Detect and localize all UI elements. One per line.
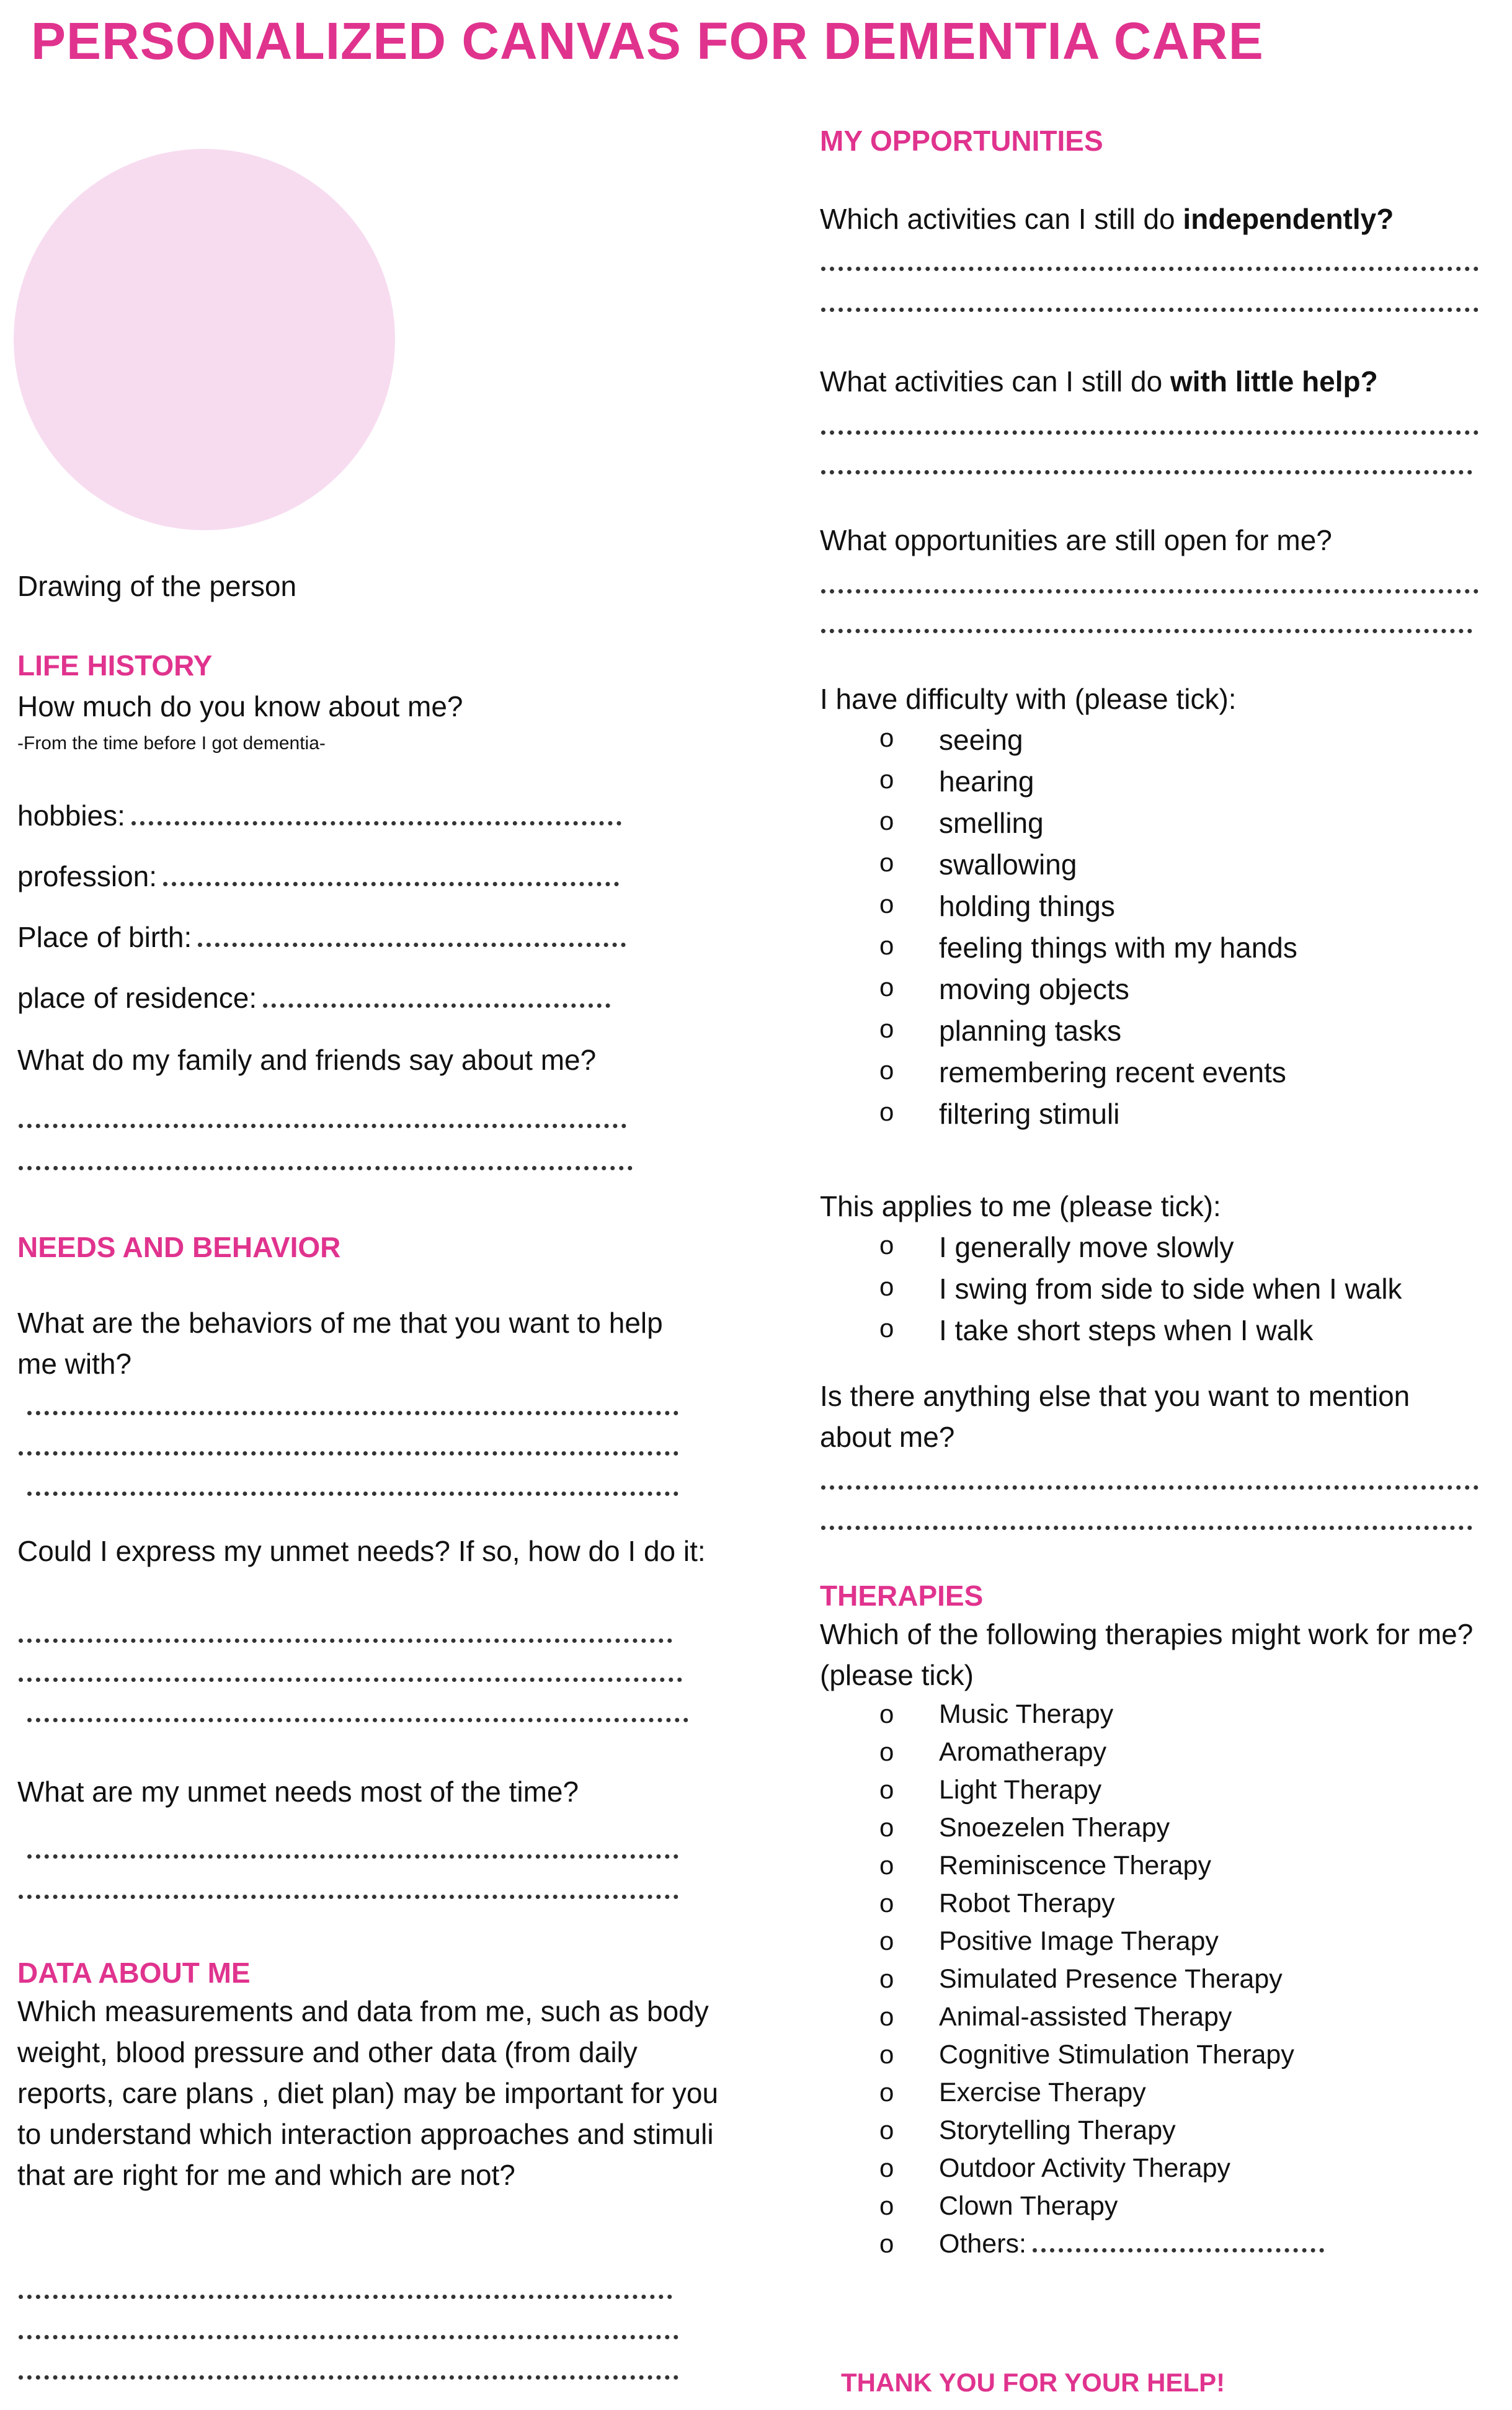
- field-place-of-residence: [17, 981, 610, 1015]
- therapies-heading: THERAPIES: [820, 1580, 984, 1612]
- needs-question-2: Could I express my unmet needs? If so, how do I do it:: [17, 1535, 706, 1567]
- difficulty-item-hearing[interactable]: [879, 765, 1297, 806]
- opportunities-answer-line[interactable]: [821, 267, 1479, 271]
- field-label: Place of birth:: [17, 921, 192, 953]
- tick-circle-icon[interactable]: o: [879, 723, 894, 752]
- tick-circle-icon[interactable]: o: [879, 1097, 894, 1126]
- tick-circle-icon[interactable]: o: [879, 806, 894, 835]
- applies-item-move-slowly[interactable]: [879, 1230, 1402, 1272]
- therapy-item[interactable]: [879, 1775, 1324, 1813]
- tick-circle-icon[interactable]: o: [879, 1014, 894, 1043]
- unmet-needs-time-line[interactable]: [27, 1854, 678, 1859]
- tick-circle-icon[interactable]: o: [879, 1699, 894, 1728]
- difficulty-item-swallowing[interactable]: [879, 848, 1297, 889]
- applies-item-label: I generally move slowly: [939, 1231, 1234, 1263]
- difficulty-item-label: seeing: [939, 724, 1023, 756]
- needs-answer-line[interactable]: [27, 1411, 678, 1415]
- applies-item-short-steps[interactable]: [879, 1314, 1402, 1355]
- data-about-me-paragraph: Which measurements and data from me, such as body weight, blood pressure and other data (from daily reports, care plans , diet plan) may be important for you to understand which interaction approaches and stimuli that are right for me and which are not?: [17, 1995, 719, 2191]
- place-of-birth-input-line[interactable]: [198, 943, 626, 947]
- data-answer-line[interactable]: [19, 2295, 672, 2299]
- difficulty-item-holding-things[interactable]: [879, 889, 1297, 931]
- therapy-label: Storytelling Therapy: [939, 2115, 1176, 2145]
- needs-question-1: What are the behaviors of me that you want to help me with?: [17, 1307, 663, 1380]
- therapy-label: Exercise Therapy: [939, 2078, 1146, 2107]
- therapy-item[interactable]: [879, 1964, 1324, 2002]
- data-about-me-heading: DATA ABOUT ME: [17, 1957, 251, 1989]
- therapy-label: Outdoor Activity Therapy: [939, 2153, 1231, 2183]
- q1-bold-text: independently?: [1183, 203, 1394, 235]
- therapy-label: Music Therapy: [939, 1699, 1114, 1729]
- difficulty-item-filtering-stimuli[interactable]: [879, 1097, 1297, 1139]
- tick-circle-icon[interactable]: o: [879, 1314, 894, 1343]
- unmet-needs-answer-line[interactable]: [19, 1678, 682, 1682]
- difficulty-item-label: smelling: [939, 807, 1044, 839]
- page-title: PERSONALIZED CANVAS FOR DEMENTIA CARE: [31, 12, 1264, 70]
- tick-circle-icon[interactable]: o: [879, 2002, 894, 2031]
- difficulty-item-smelling[interactable]: [879, 806, 1297, 848]
- others-input-line[interactable]: [1033, 2248, 1324, 2252]
- tick-circle-icon[interactable]: o: [879, 2153, 894, 2182]
- therapy-label: Animal-assisted Therapy: [939, 2002, 1232, 2032]
- tick-circle-icon[interactable]: o: [879, 2115, 894, 2145]
- applies-item-label: I take short steps when I walk: [939, 1314, 1314, 1346]
- difficulty-item-label: feeling things with my hands: [939, 932, 1297, 964]
- difficulty-item-seeing[interactable]: [879, 723, 1297, 765]
- opportunities-heading: MY OPPORTUNITIES: [820, 125, 1103, 157]
- profession-input-line[interactable]: [163, 882, 619, 886]
- difficulty-item-label: holding things: [939, 890, 1115, 922]
- tick-circle-icon[interactable]: o: [879, 1056, 894, 1085]
- therapy-item[interactable]: [879, 2078, 1324, 2115]
- applies-label: This applies to me (please tick):: [820, 1190, 1221, 1222]
- difficulty-item-remembering[interactable]: [879, 1056, 1297, 1097]
- hobbies-input-line[interactable]: [131, 821, 621, 825]
- person-drawing-area[interactable]: [14, 149, 395, 530]
- therapies-question: Which of the following therapies might work for me? (please tick): [820, 1618, 1474, 1691]
- therapy-item[interactable]: [879, 1813, 1324, 1851]
- tick-circle-icon[interactable]: o: [879, 1964, 894, 1993]
- help-answer-line[interactable]: [821, 430, 1479, 435]
- therapy-label: Snoezelen Therapy: [939, 1813, 1170, 1843]
- therapy-item[interactable]: [879, 2040, 1324, 2078]
- therapy-item[interactable]: [879, 2115, 1324, 2153]
- tick-circle-icon[interactable]: o: [879, 765, 894, 794]
- therapy-label: Robot Therapy: [939, 1888, 1115, 1918]
- tick-circle-icon[interactable]: o: [879, 1230, 894, 1260]
- therapy-item[interactable]: [879, 2191, 1324, 2229]
- field-place-of-birth: [17, 920, 626, 954]
- q2-plain-text: What activities can I still do: [820, 365, 1170, 398]
- therapy-label: Light Therapy: [939, 1775, 1102, 1805]
- therapy-label: Simulated Presence Therapy: [939, 1964, 1283, 1994]
- therapy-item[interactable]: [879, 2002, 1324, 2040]
- tick-circle-icon[interactable]: o: [879, 1888, 894, 1918]
- open-opportunities-line[interactable]: [821, 629, 1472, 633]
- therapy-label: Cognitive Stimulation Therapy: [939, 2040, 1294, 2070]
- therapy-label: Reminiscence Therapy: [939, 1851, 1211, 1880]
- difficulty-item-label: planning tasks: [939, 1015, 1122, 1047]
- family-answer-line[interactable]: [19, 1124, 626, 1128]
- anything-else-line[interactable]: [821, 1485, 1479, 1490]
- field-label: profession:: [17, 860, 158, 892]
- therapy-label: Others:: [939, 2229, 1026, 2259]
- anything-else-line[interactable]: [821, 1526, 1472, 1530]
- therapy-item[interactable]: [879, 1851, 1324, 1888]
- opportunities-question-3: What opportunities are still open for me?: [820, 524, 1332, 556]
- family-answer-line[interactable]: [19, 1166, 633, 1170]
- difficulty-item-feeling-things[interactable]: [879, 931, 1297, 972]
- field-profession: [17, 860, 619, 893]
- life-history-question: How much do you know about me?: [17, 690, 463, 723]
- tick-circle-icon[interactable]: o: [879, 1737, 894, 1766]
- unmet-needs-answer-line[interactable]: [27, 1718, 688, 1722]
- tick-circle-icon[interactable]: o: [879, 848, 894, 877]
- needs-answer-line[interactable]: [19, 1451, 678, 1456]
- tick-circle-icon[interactable]: o: [879, 972, 894, 1002]
- drawing-label: Drawing of the person: [17, 570, 297, 602]
- therapy-item[interactable]: [879, 2153, 1324, 2191]
- difficulty-item-label: hearing: [939, 765, 1034, 798]
- thank-you-text: THANK YOU FOR YOUR HELP!: [841, 2368, 1225, 2397]
- opportunities-answer-line[interactable]: [821, 308, 1479, 312]
- therapy-item[interactable]: [879, 1737, 1324, 1775]
- field-hobbies: [17, 799, 621, 832]
- anything-else-question: Is there anything else that you want to mention about me?: [820, 1380, 1410, 1453]
- difficulty-list: [879, 723, 1297, 1139]
- life-history-note: -From the time before I got dementia-: [17, 733, 326, 754]
- applies-item-label: I swing from side to side when I walk: [939, 1273, 1402, 1305]
- tick-circle-icon[interactable]: o: [879, 931, 894, 960]
- q2-bold-text: with little help?: [1170, 365, 1378, 398]
- tick-circle-icon[interactable]: o: [879, 1813, 894, 1842]
- unmet-needs-answer-line[interactable]: [19, 1639, 672, 1643]
- tick-circle-icon[interactable]: o: [879, 2040, 894, 2069]
- tick-circle-icon[interactable]: o: [879, 1926, 894, 1955]
- difficulty-item-label: swallowing: [939, 848, 1077, 881]
- therapy-item[interactable]: [879, 1699, 1324, 1737]
- needs-question-3: What are my unmet needs most of the time?: [17, 1776, 579, 1808]
- applies-list: [879, 1230, 1402, 1355]
- tick-circle-icon[interactable]: o: [879, 2078, 894, 2107]
- difficulty-item-label: moving objects: [939, 973, 1129, 1005]
- difficulty-label: I have difficulty with (please tick):: [820, 683, 1237, 715]
- q1-plain-text: Which activities can I still do: [820, 203, 1183, 235]
- therapy-label: Aromatherapy: [939, 1737, 1107, 1767]
- difficulty-item-planning-tasks[interactable]: [879, 1014, 1297, 1056]
- opportunities-question-1: [820, 202, 1394, 236]
- unmet-needs-time-line[interactable]: [19, 1895, 678, 1899]
- life-history-heading: LIFE HISTORY: [17, 649, 213, 682]
- place-of-residence-input-line[interactable]: [263, 1003, 610, 1008]
- therapy-item[interactable]: [879, 1888, 1324, 1926]
- field-label: hobbies:: [17, 799, 125, 832]
- tick-circle-icon[interactable]: o: [879, 889, 894, 918]
- applies-item-swing[interactable]: [879, 1272, 1402, 1314]
- tick-circle-icon[interactable]: o: [879, 2229, 894, 2258]
- tick-circle-icon[interactable]: o: [879, 1851, 894, 1880]
- needs-heading: NEEDS AND BEHAVIOR: [17, 1231, 341, 1263]
- tick-circle-icon[interactable]: o: [879, 1272, 894, 1301]
- difficulty-item-moving-objects[interactable]: [879, 972, 1297, 1014]
- needs-answer-line[interactable]: [27, 1492, 678, 1496]
- opportunities-question-2: [820, 365, 1378, 398]
- therapy-label: Positive Image Therapy: [939, 1926, 1219, 1956]
- therapy-item[interactable]: [879, 1926, 1324, 1964]
- open-opportunities-line[interactable]: [821, 589, 1479, 594]
- data-answer-line[interactable]: [19, 2335, 678, 2339]
- difficulty-item-label: filtering stimuli: [939, 1098, 1120, 1130]
- therapies-list: [879, 1699, 1324, 2267]
- data-answer-line[interactable]: [19, 2375, 678, 2380]
- difficulty-item-label: remembering recent events: [939, 1056, 1286, 1088]
- help-answer-line[interactable]: [821, 470, 1472, 474]
- therapy-label: Clown Therapy: [939, 2191, 1118, 2221]
- tick-circle-icon[interactable]: o: [879, 2191, 894, 2220]
- field-label: place of residence:: [17, 982, 257, 1014]
- tick-circle-icon[interactable]: o: [879, 1775, 894, 1804]
- therapy-item-others[interactable]: [879, 2229, 1324, 2267]
- family-question: What do my family and friends say about me?: [17, 1044, 597, 1076]
